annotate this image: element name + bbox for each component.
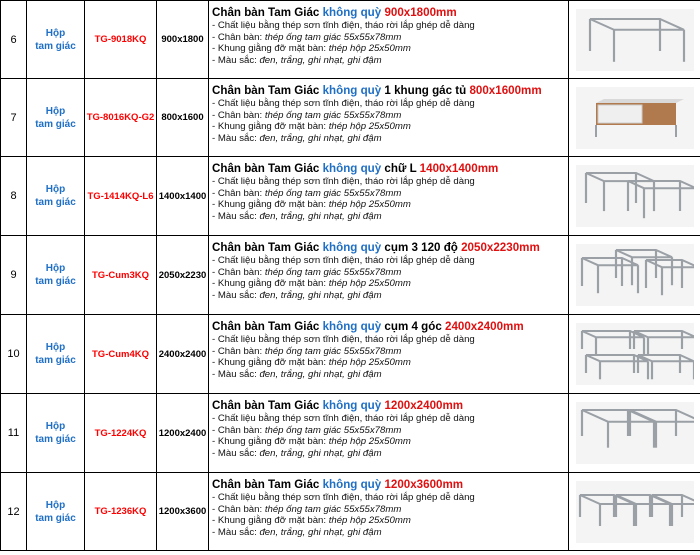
spec-value: thép hộp 25x50mm: [328, 121, 411, 133]
spec-line: [212, 133, 568, 145]
spec-line: [212, 121, 568, 133]
spec-label: - Màu sắc:: [212, 289, 260, 301]
product-title: [212, 398, 568, 413]
product-code: TG-8016KQ-G2: [85, 79, 157, 157]
spec-label: - Chân bàn:: [212, 503, 265, 515]
row-number: 6: [1, 1, 27, 79]
spec-label: - Chân bàn:: [212, 424, 265, 436]
frame-type: [27, 236, 85, 315]
spec-line: [212, 211, 568, 223]
spec-label: - Chất liệu bằng thép sơn tĩnh điện, tháo rời lắp ghép dễ dàng: [212, 492, 475, 503]
frame-type-label: Hộp tam giác: [35, 27, 76, 52]
spec-label: - Khung giằng đỡ mặt bàn:: [212, 199, 329, 211]
product-description: [209, 157, 569, 236]
product-description: [209, 473, 569, 551]
spec-value: đen, trắng, ghi nhạt, ghi đậm: [259, 289, 382, 301]
spec-label: - Màu sắc:: [212, 210, 260, 222]
spec-line: [212, 290, 568, 302]
spec-value: đen, trắng, ghi nhạt, ghi đậm: [259, 526, 382, 538]
table-row: [1, 236, 700, 315]
title-dimension: 2400x2400mm: [445, 320, 524, 333]
spec-value: đen, trắng, ghi nhạt, ghi đậm: [259, 447, 382, 459]
frame-type: [27, 394, 85, 473]
table-frame-triple-icon: [576, 481, 694, 543]
spec-line: [212, 357, 568, 369]
spec-value: thép ống tam giác 55x55x78mm: [264, 31, 402, 43]
title-variant: không quỳ: [322, 478, 382, 491]
title-main: Chân bàn Tam Giác: [212, 478, 323, 491]
spec-line: [212, 255, 568, 267]
spec-label: - Chất liệu bằng thép sơn tĩnh điện, tháo rời lắp ghép dễ dàng: [212, 255, 475, 266]
product-description: [209, 394, 569, 473]
spec-line: [212, 32, 568, 44]
product-image: [569, 315, 700, 394]
spec-value: thép ống tam giác 55x55x78mm: [264, 424, 402, 436]
spec-line: [212, 267, 568, 279]
product-size: 2050x2230: [157, 236, 209, 315]
product-image: [569, 157, 700, 236]
spec-value: đen, trắng, ghi nhạt, ghi đậm: [259, 54, 382, 66]
product-image: [569, 394, 700, 473]
product-code: TG-Cum3KQ: [85, 236, 157, 315]
product-code: TG-Cum4KQ: [85, 315, 157, 394]
spec-value: thép hộp 25x50mm: [328, 515, 411, 527]
frame-type-label: Hộp tam giác: [35, 499, 76, 524]
product-size: 2400x2400: [157, 315, 209, 394]
title-main: Chân bàn Tam Giác: [212, 399, 323, 412]
frame-type: [27, 79, 85, 157]
table-row: [1, 473, 700, 551]
spec-label: - Màu sắc:: [212, 54, 260, 66]
spec-label: - Khung giằng đỡ mặt bàn:: [212, 436, 329, 448]
spec-line: [212, 278, 568, 290]
spec-line: [212, 199, 568, 211]
product-size: 1200x3600: [157, 473, 209, 551]
frame-type: [27, 315, 85, 394]
title-main: Chân bàn Tam Giác: [212, 84, 323, 97]
title-extra: 1 khung gác tủ: [381, 84, 470, 97]
product-code: TG-1414KQ-L6: [85, 157, 157, 236]
spec-value: thép ống tam giác 55x55x78mm: [264, 109, 402, 121]
product-code: TG-1236KQ: [85, 473, 157, 551]
table-row: [1, 157, 700, 236]
title-variant: không quỳ: [322, 320, 382, 333]
title-variant: không quỳ: [322, 162, 382, 175]
title-dimension: 1200x2400mm: [384, 399, 464, 412]
table-row: [1, 1, 700, 79]
table-frame-l-shape-icon: [576, 165, 694, 227]
spec-line: [212, 188, 568, 200]
frame-type-label: Hộp tam giác: [35, 184, 76, 208]
product-size: 1400x1400: [157, 157, 209, 236]
row-number: 8: [1, 157, 27, 236]
frame-type-label: Hộp tam giác: [35, 421, 76, 445]
row-number: 7: [1, 79, 27, 157]
title-dimension: 900x1800mm: [384, 6, 457, 19]
spec-value: thép ống tam giác 55x55x78mm: [264, 503, 402, 515]
spec-value: thép ống tam giác 55x55x78mm: [264, 266, 402, 278]
spec-line: [212, 448, 568, 460]
spec-line: [212, 504, 568, 516]
spec-label: - Chất liệu bằng thép sơn tĩnh điện, tháo rời lắp ghép dễ dàng: [212, 334, 475, 345]
table-frame-cabinet-icon: [576, 87, 694, 149]
spec-value: thép hộp 25x50mm: [328, 43, 411, 55]
table-frame-cluster-4-icon: [576, 323, 694, 385]
spec-label: - Màu sắc:: [212, 447, 260, 459]
spec-value: đen, trắng, ghi nhạt, ghi đậm: [259, 368, 382, 380]
frame-type: [27, 1, 85, 79]
table-frame-cluster-3-icon: [576, 244, 694, 306]
product-title: [212, 83, 568, 98]
product-description: [209, 236, 569, 315]
frame-type-label: Hộp tam giác: [35, 105, 76, 130]
table-row: [1, 394, 700, 473]
spec-line: [212, 515, 568, 527]
product-title: [212, 319, 568, 334]
spec-label: - Chất liệu bằng thép sơn tĩnh điện, tháo rời lắp ghép dễ dàng: [212, 176, 475, 187]
title-extra: cụm 4 góc: [381, 320, 445, 333]
row-number: 10: [1, 315, 27, 394]
product-image: [569, 1, 700, 79]
table-frame-single-icon: [576, 9, 694, 71]
table-row: [1, 315, 700, 394]
title-variant: không quỳ: [322, 241, 382, 254]
spec-line: [212, 436, 568, 448]
spec-label: - Khung giằng đỡ mặt bàn:: [212, 357, 329, 369]
product-description: [209, 1, 569, 79]
spec-label: - Chân bàn:: [212, 31, 265, 43]
row-number: 9: [1, 236, 27, 315]
spec-label: - Chân bàn:: [212, 187, 265, 199]
spec-value: thép hộp 25x50mm: [328, 199, 411, 211]
title-dimension: 1400x1400mm: [419, 162, 499, 175]
product-description: [209, 315, 569, 394]
spec-label: - Màu sắc:: [212, 526, 260, 538]
spec-line: [212, 98, 568, 110]
title-main: Chân bàn Tam Giác: [212, 241, 323, 254]
product-size: 900x1800: [157, 1, 209, 79]
spec-line: [212, 369, 568, 381]
spec-value: thép hộp 25x50mm: [328, 357, 411, 369]
product-size: 800x1600: [157, 79, 209, 157]
spec-label: - Màu sắc:: [212, 368, 260, 380]
row-number: 11: [1, 394, 27, 473]
table-row: [1, 79, 700, 157]
spec-value: đen, trắng, ghi nhạt, ghi đậm: [259, 132, 382, 144]
spec-label: - Màu sắc:: [212, 132, 260, 144]
spec-line: [212, 527, 568, 539]
spec-label: - Khung giằng đỡ mặt bàn:: [212, 278, 329, 290]
spec-line: [212, 346, 568, 358]
product-title: [212, 161, 568, 176]
title-main: Chân bàn Tam Giác: [212, 6, 323, 19]
product-image: [569, 236, 700, 315]
frame-type: [27, 473, 85, 551]
spec-line: [212, 413, 568, 425]
spec-label: - Chân bàn:: [212, 109, 265, 121]
title-variant: không quỳ: [322, 84, 382, 97]
frame-type-label: Hộp tam giác: [35, 263, 76, 287]
spec-line: [212, 110, 568, 122]
spec-value: thép hộp 25x50mm: [328, 278, 411, 290]
product-image: [569, 79, 700, 157]
product-size: 1200x2400: [157, 394, 209, 473]
product-code: TG-9018KQ: [85, 1, 157, 79]
spec-label: - Chất liệu bằng thép sơn tĩnh điện, tháo rời lắp ghép dễ dàng: [212, 20, 475, 31]
spec-label: - Khung giằng đỡ mặt bàn:: [212, 515, 329, 527]
title-extra: cụm 3 120 độ: [381, 241, 462, 254]
spec-label: - Chất liệu bằng thép sơn tĩnh điện, tháo rời lắp ghép dễ dàng: [212, 413, 475, 424]
frame-type-label: Hộp tam giác: [35, 342, 76, 366]
frame-type: [27, 157, 85, 236]
title-variant: không quỳ: [322, 399, 382, 412]
row-number: 12: [1, 473, 27, 551]
spec-line: [212, 55, 568, 67]
spec-line: [212, 492, 568, 504]
spec-label: - Chân bàn:: [212, 266, 265, 278]
product-image: [569, 473, 700, 551]
title-dimension: 1200x3600mm: [384, 478, 464, 491]
spec-value: đen, trắng, ghi nhạt, ghi đậm: [259, 210, 382, 222]
spec-value: thép hộp 25x50mm: [328, 436, 411, 448]
title-main: Chân bàn Tam Giác: [212, 162, 323, 175]
title-dimension: 800x1600mm: [469, 84, 542, 97]
spec-label: - Khung giằng đỡ mặt bàn:: [212, 43, 329, 55]
spec-value: thép ống tam giác 55x55x78mm: [264, 345, 402, 357]
product-description: [209, 79, 569, 157]
spec-line: [212, 20, 568, 32]
title-main: Chân bàn Tam Giác: [212, 320, 323, 333]
spec-label: - Khung giằng đỡ mặt bàn:: [212, 121, 329, 133]
title-extra: chữ L: [381, 162, 420, 175]
title-dimension: 2050x2230mm: [461, 241, 540, 254]
spec-line: [212, 334, 568, 346]
spec-line: [212, 425, 568, 437]
product-title: [212, 5, 568, 20]
spec-line: [212, 43, 568, 55]
title-variant: không quỳ: [322, 6, 382, 19]
table-frame-double-icon: [576, 402, 694, 464]
spec-line: [212, 176, 568, 188]
spec-value: thép ống tam giác 55x55x78mm: [264, 187, 402, 199]
product-table-body: [1, 1, 700, 551]
product-title: [212, 477, 568, 492]
spec-label: - Chân bàn:: [212, 345, 265, 357]
product-code: TG-1224KQ: [85, 394, 157, 473]
spec-label: - Chất liệu bằng thép sơn tĩnh điện, tháo rời lắp ghép dễ dàng: [212, 98, 475, 109]
product-title: [212, 240, 568, 255]
